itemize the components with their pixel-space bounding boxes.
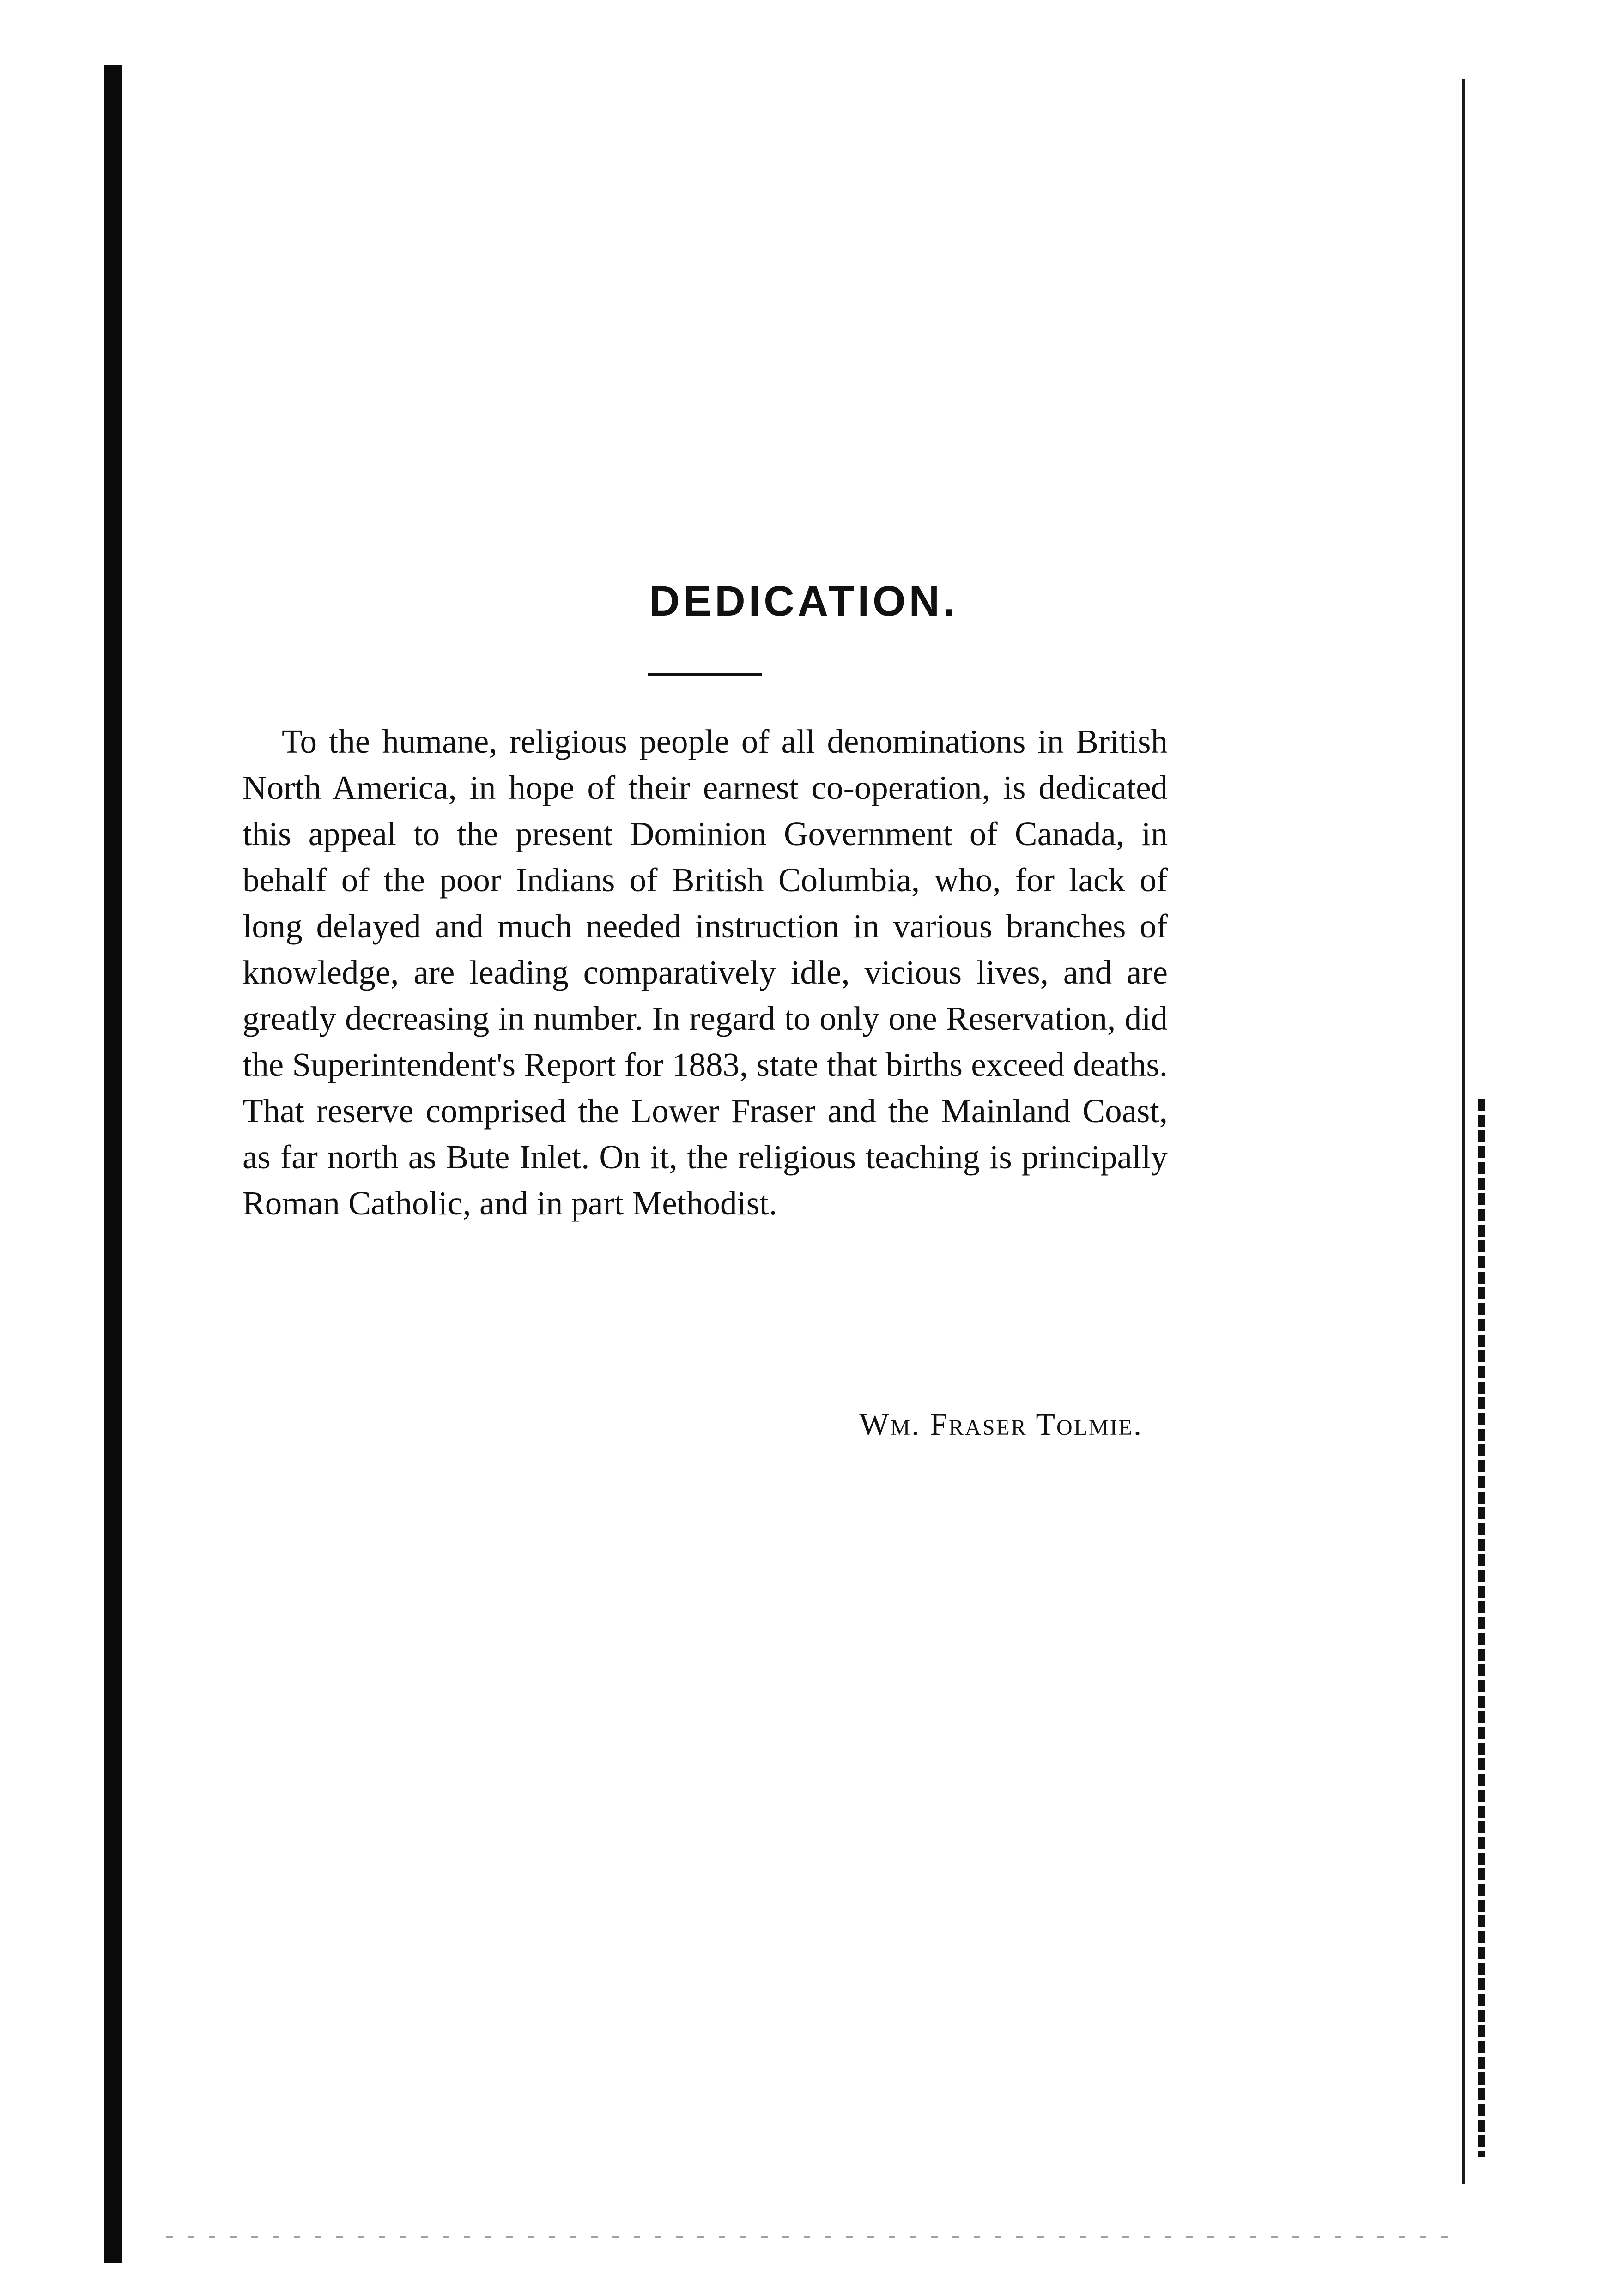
scan-noise <box>166 2236 1460 2238</box>
page-edge-marks <box>1478 1099 1485 2157</box>
page-heading: DEDICATION. <box>649 578 958 625</box>
dedication-paragraph: To the humane, religious people of all denominations in British North America, in hope of their earnest co-operation, is dedicated this appeal to the present Dominion Government of Canada, in behalf of the poor Indians of British Columbia, who, for lack of long delayed and much needed instruction in various branches of knowledge, are leading comparatively idle, vicious lives, and are greatly decreasing in number. In regard to only one Reservation, did the Superintendent's Report for 1883, state that births exceed deaths. That reserve comprised the Lower Fraser and the Mainland Coast, as far north as Bute Inlet. On it, the religious teaching is principally Roman Catholic, and in part Methodist. <box>243 723 1168 1222</box>
author-signature: Wm. Fraser Tolmie. <box>859 1407 1143 1442</box>
page-edge-line <box>1462 79 1465 2184</box>
heading-rule <box>648 673 762 676</box>
binding-edge <box>104 65 122 2263</box>
